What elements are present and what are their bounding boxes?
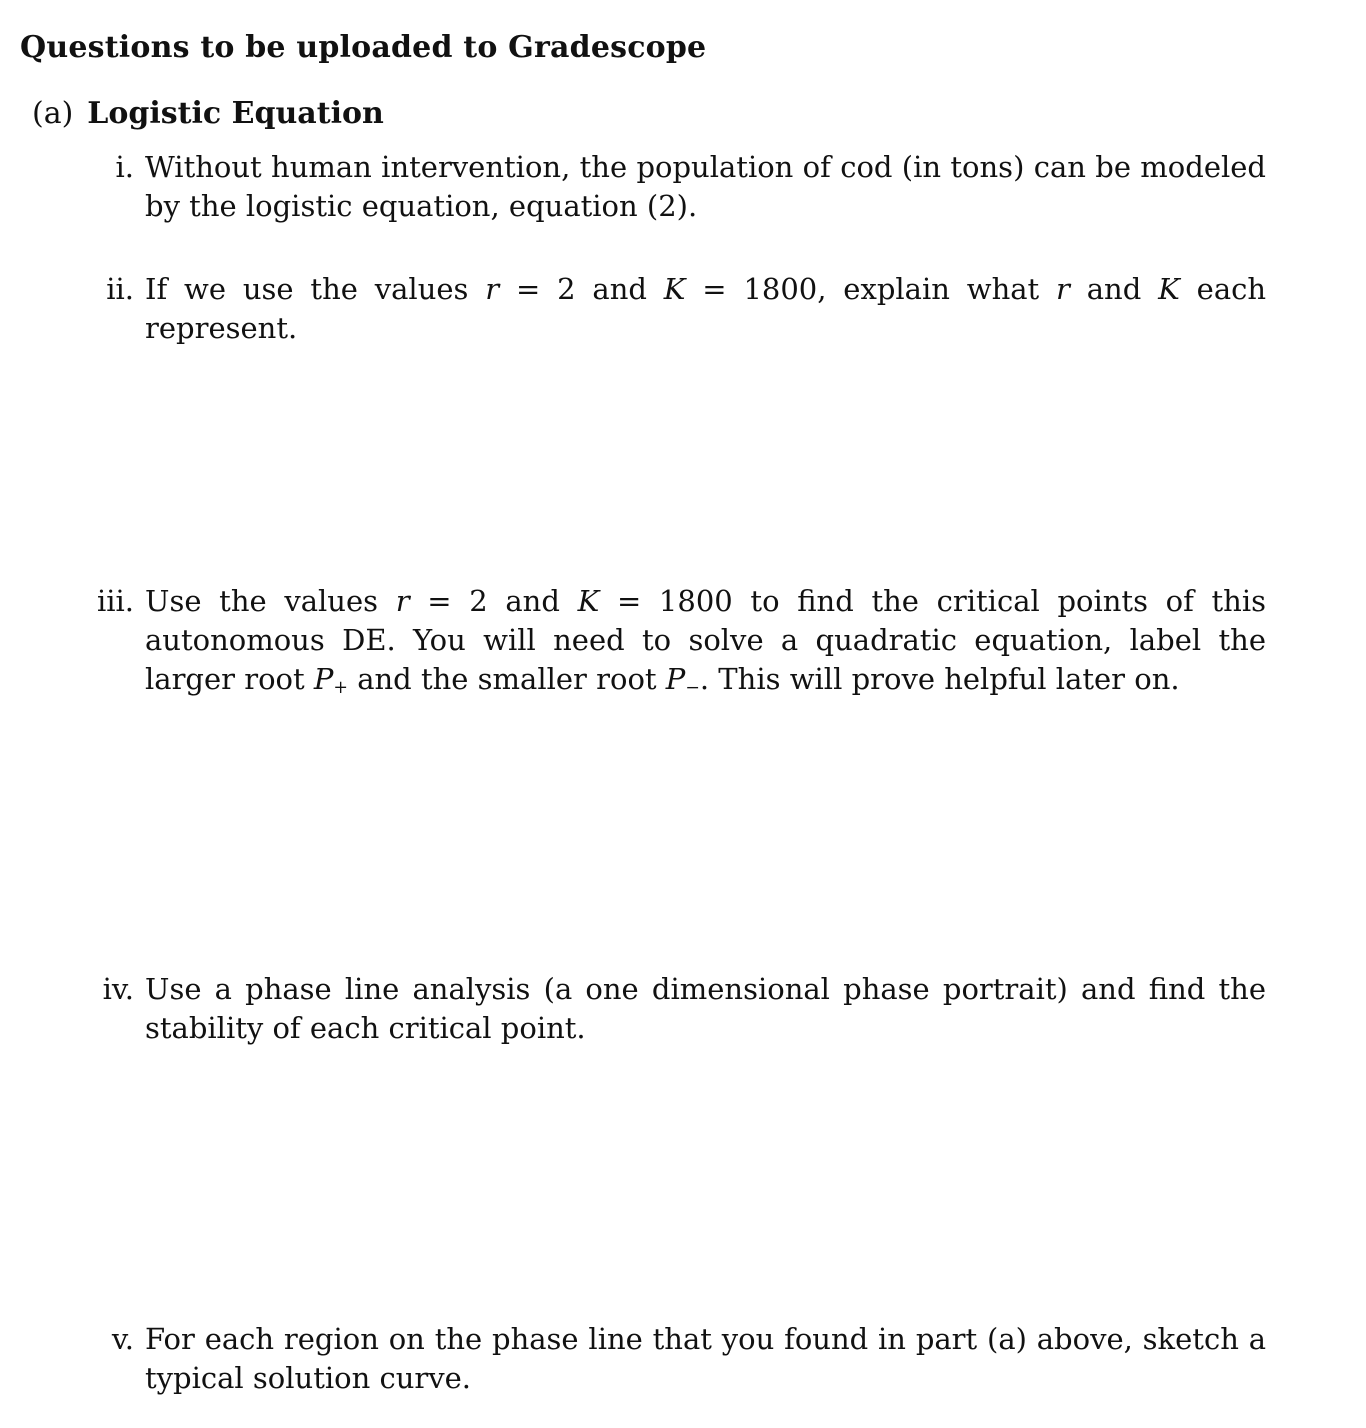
question-iii <box>96 582 1266 699</box>
question-number: i. <box>115 150 134 184</box>
question-ii <box>106 270 1267 348</box>
question-text: Without human intervention, the population of cod (in tons) can be modeled by the logistic equation, equation (2). <box>145 150 1266 223</box>
question-number: iii. <box>96 584 134 618</box>
part-label: (a) <box>32 96 74 131</box>
math-variable-p-minus: P <box>665 662 686 696</box>
question-text: For each region on the phase line that you found in part (a) above, sketch a typical solution curve. <box>145 1322 1266 1395</box>
question-text-start: If we use the values <box>145 272 486 306</box>
math-variable-k: K <box>577 584 600 618</box>
page-title: Questions to be uploaded to Gradescope <box>20 30 707 65</box>
math-variable-r: r <box>485 272 500 306</box>
question-number: v. <box>111 1322 134 1356</box>
question-number: ii. <box>106 272 134 306</box>
question-text-part: = 2 and <box>409 584 578 618</box>
math-variable-r: r <box>395 584 410 618</box>
math-variable-k: K <box>663 272 686 306</box>
math-variable-k: K <box>1158 272 1180 306</box>
question-text-end: . This will prove helpful later on. <box>699 662 1180 696</box>
math-variable-p-plus: P <box>313 662 334 696</box>
subscript-plus: + <box>333 678 348 698</box>
question-iv <box>102 970 1266 1048</box>
question-i <box>115 148 1266 226</box>
question-text-part: = 1800, explain what <box>685 272 1057 306</box>
question-number: iv. <box>102 972 134 1006</box>
question-v <box>111 1320 1266 1398</box>
math-variable-r: r <box>1056 272 1070 306</box>
question-text-start: Use the values <box>145 584 396 618</box>
question-text-end: each represent. <box>145 272 1267 345</box>
question-text-part: and the smaller root <box>347 662 666 696</box>
part-a-heading <box>32 96 384 131</box>
question-text: Use a phase line analysis (a one dimensional phase portrait) and find the stability of each critical point. <box>145 972 1266 1045</box>
subscript-minus: − <box>685 678 700 698</box>
question-text-part: = 2 and <box>499 272 664 306</box>
question-text-part: and <box>1069 272 1159 306</box>
question-text-part: = 1800 to find the critical points of this autonomous DE. You will need to solve a quadratic equation, label the larger root <box>145 584 1266 696</box>
part-title: Logistic Equation <box>87 96 384 131</box>
